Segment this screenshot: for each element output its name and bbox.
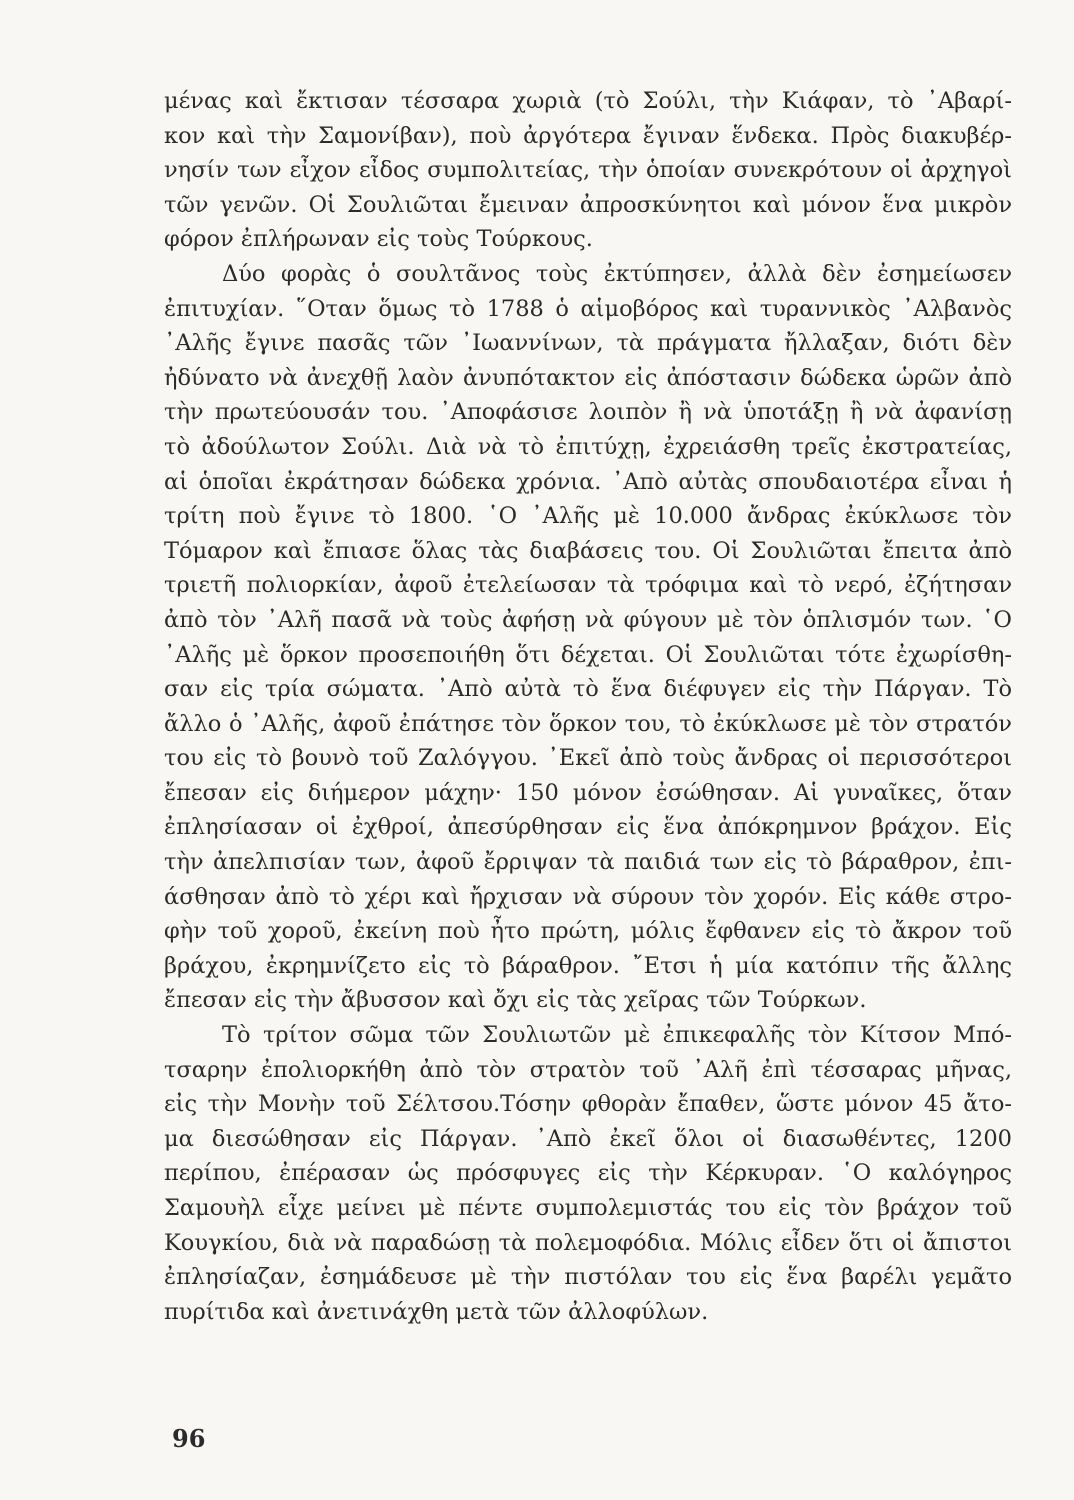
text-line: ἔπεσαν εἰς τὴν ἄβυσσον καὶ ὄχι εἰς τὰς χεῖρας τῶν Τούρκων. bbox=[164, 987, 867, 1014]
text-line: τὸ ἀδούλωτον Σούλι. Διὰ νὰ τὸ ἐπιτύχῃ, ἐχρειάσθη τρεῖς ἐκστρατείας, bbox=[164, 433, 1012, 460]
text-line: ἀπὸ τὸν ᾿Αλῆ πασᾶ νὰ τοὺς ἀφήσῃ νὰ φύγουν μὲ τὸν ὁπλισμόν των. ῾Ο bbox=[164, 606, 1012, 633]
text-line: τρίτη ποὺ ἔγινε τὸ 1800. ῾Ο ᾿Αλῆς μὲ 10.000 ἄνδρας ἐκύκλωσε τὸν bbox=[164, 503, 1012, 530]
text-line: ᾿Αλῆς μὲ ὅρκον προσεποιήθη ὅτι δέχεται. Οἱ Σουλιῶται τότε ἐχωρίσθη- bbox=[164, 641, 1012, 668]
text-line: ἐπιτυχίαν. ῞Οταν ὅμως τὸ 1788 ὁ αἱμοβόρος καὶ τυραννικὸς ᾿Αλβανὸς bbox=[164, 295, 1012, 322]
text-line: περίπου, ἐπέρασαν ὡς πρόσφυγες εἰς τὴν Κέρκυραν. ῾Ο καλόγηρος bbox=[164, 1160, 1012, 1187]
text-line: φόρον ἐπλήρωναν εἰς τοὺς Τούρκους. bbox=[164, 226, 593, 253]
text-line: άσθησαν ἀπὸ τὸ χέρι καὶ ἤρχισαν νὰ σύρουν τὸν χορόν. Εἰς κάθε στρο- bbox=[164, 883, 1012, 910]
text-line: βράχου, ἐκρημνίζετο εἰς τὸ βάραθρον. ῎Ετσι ἡ μία κατόπιν τῆς ἄλλης bbox=[164, 952, 1012, 979]
text-line: μα διεσώθησαν εἰς Πάργαν. ᾿Απὸ ἐκεῖ ὅλοι οἱ διασωθέντες, 1200 bbox=[164, 1125, 1012, 1152]
text-line: κον καὶ τὴν Σαμονίβαν), ποὺ ἀργότερα ἔγιναν ἕνδεκα. Πρὸς διακυβέρ- bbox=[164, 122, 1012, 149]
text-line: Κουγκίου, διὰ νὰ παραδώσῃ τὰ πολεμοφόδια. Μόλις εἶδεν ὅτι οἱ ἄπιστοι bbox=[164, 1229, 1012, 1256]
text-line: τσαρην ἐπολιορκήθη ἀπὸ τὸν στρατὸν τοῦ ᾿Αλῆ ἐπὶ τέσσαρας μῆνας, bbox=[164, 1056, 1012, 1083]
text-line: Τόμαρον καὶ ἔπιασε ὅλας τὰς διαβάσεις του. Οἱ Σουλιῶται ἔπειτα ἀπὸ bbox=[164, 537, 1012, 564]
text-line: ἔπεσαν εἰς διήμερον μάχην· 150 μόνον ἐσώθησαν. Αἱ γυναῖκες, ὅταν bbox=[164, 779, 1012, 806]
text-line: πυρίτιδα καὶ ἀνετινάχθη μετὰ τῶν ἀλλοφύλων. bbox=[164, 1298, 709, 1325]
text-line: σαν εἰς τρία σώματα. ᾿Απὸ αὐτὰ τὸ ἕνα διέφυγεν εἰς τὴν Πάργαν. Τὸ bbox=[164, 676, 1012, 703]
text-line: τριετῆ πολιορκίαν, ἀφοῦ ἐτελείωσαν τὰ τρόφιμα καὶ τὸ νερό, ἐζήτησαν bbox=[164, 572, 1012, 599]
text-line: ἐπλησίασαν οἱ ἐχθροί, ἀπεσύρθησαν εἰς ἕνα ἀπόκρημνον βράχον. Εἰς bbox=[164, 814, 1012, 841]
text-line: του εἰς τὸ βουνὸ τοῦ Ζαλόγγου. ᾿Εκεῖ ἀπὸ τοὺς ἄνδρας οἱ περισσότεροι bbox=[164, 745, 1012, 772]
text-line: ἄλλο ὁ ᾿Αλῆς, ἀφοῦ ἐπάτησε τὸν ὅρκον του, τὸ ἐκύκλωσε μὲ τὸν στρατόν bbox=[164, 710, 1012, 737]
text-line: ἐπλησίαζαν, ἐσημάδευσε μὲ τὴν πιστόλαν του εἰς ἕνα βαρέλι γεμᾶτο bbox=[164, 1264, 1012, 1291]
text-line: ᾿Αλῆς ἔγινε πασᾶς τῶν ᾿Ιωαννίνων, τὰ πράγματα ἤλλαξαν, διότι δὲν bbox=[164, 330, 1012, 357]
page-number: 96 bbox=[172, 1424, 206, 1453]
body-text bbox=[164, 84, 1012, 1329]
text-line: τῶν γενῶν. Οἱ Σουλιῶται ἔμειναν ἀπροσκύνητοι καὶ μόνον ἕνα μικρὸν bbox=[164, 191, 1012, 218]
text-line: Σαμουὴλ εἶχε μείνει μὲ πέντε συμπολεμιστάς του εἰς τὸν βράχον τοῦ bbox=[164, 1195, 1012, 1221]
text-line: μένας καὶ ἔκτισαν τέσσαρα χωριὰ (τὸ Σούλι, τὴν Κιάφαν, τὸ ᾿Αβαρί- bbox=[164, 88, 1012, 114]
text-line: τὴν πρωτεύουσάν του. ᾿Αποφάσισε λοιπὸν ἢ νὰ ὑποτάξῃ ἢ νὰ ἀφανίσῃ bbox=[164, 399, 1012, 426]
text-line: τὴν ἀπελπισίαν των, ἀφοῦ ἔρριψαν τὰ παιδιά των εἰς τὸ βάραθρον, ἐπι- bbox=[164, 849, 1012, 876]
text-line: νησίν των εἶχον εἶδος συμπολιτείας, τὴν ὁποίαν συνεκρότουν οἱ ἀρχηγοὶ bbox=[164, 157, 1012, 184]
text-line: Τὸ τρίτον σῶμα τῶν Σουλιωτῶν μὲ ἐπικεφαλῆς τὸν Κίτσον Μπό- bbox=[222, 1022, 1012, 1049]
text-line: αἱ ὁποῖαι ἐκράτησαν δώδεκα χρόνια. ᾿Απὸ αὐτὰς σπουδαιοτέρα εἶναι ἡ bbox=[164, 468, 1012, 495]
text-line: ἠδύνατο νὰ ἀνεχθῇ λαὸν ἀνυπότακτον εἰς ἀπόστασιν δώδεκα ὡρῶν ἀπὸ bbox=[164, 364, 1012, 391]
text-line: Δύο φορὰς ὁ σουλτᾶνος τοὺς ἐκτύπησεν, ἀλλὰ δὲν ἐσημείωσεν bbox=[222, 260, 1012, 287]
text-line: εἰς τὴν Μονὴν τοῦ Σέλτσου.Τόσην φθορὰν ἔπαθεν, ὥστε μόνον 45 ἄτο- bbox=[164, 1091, 1012, 1118]
text-line: φὴν τοῦ χοροῦ, ἐκείνη ποὺ ἦτο πρώτη, μόλις ἔφθανεν εἰς τὸ ἄκρον τοῦ bbox=[164, 918, 1012, 945]
